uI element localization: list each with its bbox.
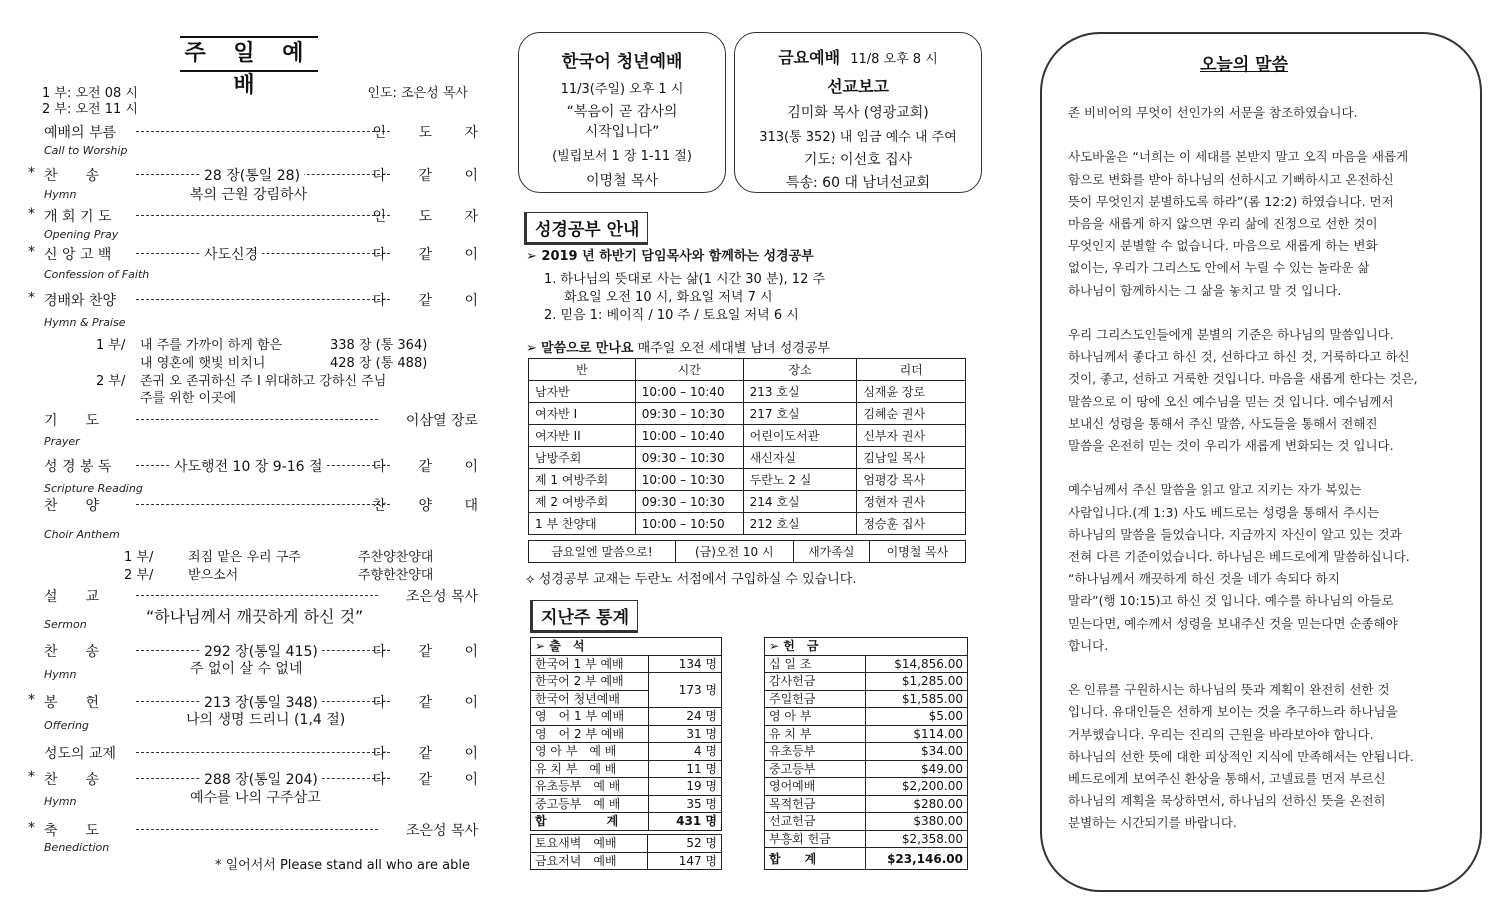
attendance-label: 중고등부 예 배 — [531, 795, 649, 813]
offering-label: 영어예배 — [765, 778, 866, 796]
friday-special-song: 특송: 60 대 남녀선교회 — [785, 175, 931, 191]
word-line: 하나님의 말씀을 들었습니다. 지금까지 자신이 알고 있는 것과 — [1068, 526, 1402, 542]
worship-item-english: Sermon — [44, 618, 87, 631]
word-line: 거부했습니다. 우리는 진리의 근원을 바라보아야 합니다. — [1068, 726, 1374, 742]
attendance-count: 24 명 — [648, 708, 721, 726]
offering-amount: $1,585.00 — [866, 690, 968, 708]
youth-title: 한국어 청년예배 — [561, 52, 683, 72]
attendance-row — [531, 835, 722, 853]
table-row — [529, 491, 966, 513]
offering-amount: $49.00 — [866, 760, 968, 778]
word-line: 존 비비어의 무엇이 선인가의 서문을 참조하였습니다. — [1068, 105, 1358, 120]
word-line: 분별하는 시간되기를 바랍니다. — [1068, 815, 1237, 831]
offering-label: 십 일 조 — [765, 655, 866, 673]
worship-item-leader: 다 같 이 — [372, 293, 492, 309]
worship-item-detail: 사도신경 — [200, 244, 262, 264]
bible-study-heading2: ➢ 말씀으로 만나요 매주일 오전 세대별 남녀 성경공부 — [526, 341, 830, 356]
dash-leader — [136, 131, 390, 132]
worship-item-name: 축 도 — [44, 823, 100, 839]
table-cell: 09:30 – 10:30 — [635, 491, 743, 513]
offering-row — [765, 778, 968, 796]
worship-item-leader: 조은성 목사 — [405, 823, 478, 839]
friday-title: 금요예배 — [778, 48, 841, 67]
table-cell: 213 호실 — [743, 381, 857, 403]
worship-item — [30, 410, 478, 430]
worship-item-english: Confession of Faith — [44, 268, 150, 281]
worship-item-english: Call to Worship — [44, 144, 128, 157]
table-row — [529, 403, 966, 425]
stats-tag: 지난주 통계 — [530, 600, 638, 633]
attendance-label: 한국어 청년예배 — [531, 690, 649, 708]
word-line: 말라”(행 10:15)고 하신 것 입니다. 예수를 하나님의 아들로 — [1068, 593, 1394, 609]
bible-study-item1a: 1. 하나님의 뜻대로 사는 삶(1 시간 30 분), 12 주 — [544, 272, 826, 287]
choir-name1: 주찬양찬양대 — [358, 550, 434, 565]
worship-item-name: 찬 양 — [44, 498, 100, 514]
offering-amount: $14,856.00 — [866, 655, 968, 673]
offering-row — [765, 743, 968, 761]
dash-leader — [136, 215, 390, 216]
table-cell: 217 호실 — [743, 403, 857, 425]
attendance-row — [531, 778, 722, 796]
standing-mark: * — [28, 290, 35, 306]
offering-label: 선교헌금 — [765, 813, 866, 831]
attendance-count: 19 명 — [648, 778, 721, 796]
offering-label: 합 계 — [765, 848, 866, 870]
word-line: 뜻이 무엇인지 분별하도록 하라”(롬 12:2) 하였습니다. 먼저 — [1068, 193, 1394, 209]
offering-row — [765, 813, 968, 831]
word-line: “하나님께서 깨끗하게 하신 것을 네가 속되다 하지 — [1068, 571, 1340, 587]
word-line: 온 인류를 구원하시는 하나님의 뜻과 계획이 완전히 선한 것 — [1068, 682, 1390, 698]
attendance-row — [531, 852, 722, 870]
dash-leader — [136, 829, 378, 830]
table-cell: 어린이도서관 — [743, 425, 857, 447]
study-table — [528, 358, 966, 535]
word-line: 말씀을 온전히 믿는 것이 우리가 새롭게 변화되는 것 입니다. — [1068, 438, 1394, 453]
offering-amount: $280.00 — [866, 795, 968, 813]
table-cell: 새신자실 — [743, 447, 857, 469]
worship-item-english: Opening Pray — [44, 228, 119, 241]
friday-speaker: 김미화 목사 (영광교회) — [787, 105, 929, 121]
choir-part1: 1 부/ — [124, 550, 154, 565]
offering-amount: $2,358.00 — [866, 830, 968, 848]
offering-label: 유 치 부 — [765, 725, 866, 743]
word-line: 것이, 좋고, 선하고 거룩한 것입니다. 마음을 새롭게 한다는 것은, — [1068, 371, 1418, 387]
table-cell: 정현자 권사 — [857, 491, 966, 513]
standing-mark: * — [28, 769, 35, 785]
worship-item-leader: 다 같 이 — [372, 168, 492, 184]
choir-song2: 받으소서 — [188, 568, 239, 583]
worship-item-name: 찬 송 — [44, 644, 100, 660]
table-cell: 09:30 – 10:30 — [635, 447, 743, 469]
table-row — [529, 447, 966, 469]
attendance-count: 134 명 — [648, 655, 721, 673]
word-line: 하나님의 계획을 묵상하면서, 하나님의 선하신 뜻을 온전히 — [1068, 793, 1386, 809]
worship-item-english: Offering — [44, 719, 89, 732]
worship-item-leader: 찬 양 대 — [372, 498, 492, 514]
word-line: 입니다. 유대인들은 선하게 보이는 것을 추구하느라 하나님을 — [1068, 704, 1398, 720]
worship-item-english: Hymn — [44, 668, 77, 681]
table-cell: 신부자 권사 — [857, 425, 966, 447]
stand-note: * 일어서서 Please stand all who are able — [214, 858, 470, 873]
word-line: 없이는, 우리가 그리스도 안에서 누릴 수 있는 놀라운 삶 — [1068, 260, 1370, 276]
worship-item-title: 복의 근원 강림하사 — [190, 187, 308, 203]
offering-amount: $5.00 — [866, 708, 968, 726]
choir-part2: 2 부/ — [124, 568, 154, 583]
worship-item-leader: 다 같 이 — [372, 746, 492, 762]
worship-item — [28, 290, 492, 310]
attendance-count: 431 명 — [648, 813, 721, 831]
table-cell: 여자반 II — [529, 425, 636, 447]
youth-sermon-line2: 시작입니다” — [584, 124, 660, 140]
worship-item-name: 성도의 교제 — [44, 746, 117, 762]
worship-item-title: 예수를 나의 구주삼고 — [190, 790, 321, 806]
attendance-label: 한국어 1 부 예배 — [531, 655, 649, 673]
attendance-heading: ➢ 출 석 — [531, 638, 722, 656]
offering-row — [765, 795, 968, 813]
worship-item-name: 경배와 찬양 — [44, 293, 117, 309]
service-time-2: 2 부: 오전 11 시 — [42, 102, 138, 117]
standing-mark: * — [28, 165, 35, 181]
friday-hymn: 313(통 352) 내 임금 예수 내 주여 — [759, 130, 957, 145]
worship-item-title: 주 없이 살 수 없네 — [190, 661, 303, 677]
bullet-icon: ➢ — [526, 341, 542, 356]
worship-item-name: 성 경 봉 독 — [44, 459, 112, 475]
worship-item-english: Choir Anthem — [44, 528, 120, 541]
friday-study-cell: 새가족실 — [793, 541, 869, 563]
table-cell: 09:30 – 10:30 — [635, 403, 743, 425]
worship-item-title: “하나님께서 깨끗하게 하신 것” — [146, 607, 364, 626]
offering-row — [765, 725, 968, 743]
friday-time: 11/8 오후 8 시 — [850, 52, 938, 67]
word-line: 함으로 변화를 받아 하나님의 선하시고 기뻐하시고 온전하신 — [1068, 171, 1394, 187]
table-cell: 남자반 — [529, 381, 636, 403]
worship-item-name: 예배의 부름 — [44, 125, 117, 141]
word-line: 우리 그리스도인들에게 분별의 기준은 하나님의 말씀입니다. — [1068, 327, 1394, 342]
friday-subtitle: 선교보고 — [827, 77, 889, 96]
word-line: 예수님께서 주신 말씀을 읽고 알고 지키는 자가 복있는 — [1068, 482, 1362, 498]
attendance-count: 11 명 — [648, 760, 721, 778]
worship-item — [28, 206, 492, 226]
todays-word-title: 오늘의 말씀 — [1200, 55, 1289, 75]
attendance-label: 토요새벽 예배 — [531, 835, 648, 853]
attendance-count: 4 명 — [648, 743, 721, 761]
attendance-row — [531, 708, 722, 726]
table-cell: 남방주회 — [529, 447, 636, 469]
youth-date: 11/3(주일) 오후 1 시 — [560, 82, 684, 97]
offering-amount: $1,285.00 — [866, 673, 968, 691]
word-line: 전혀 다른 기준이었습니다. 하나님은 베드로에게 말씀하십니다. — [1068, 549, 1410, 564]
table-cell: 10:00 – 10:50 — [635, 513, 743, 535]
service-leader: 인도: 조은성 목사 — [367, 86, 468, 101]
worship-item-leader: 다 같 이 — [372, 459, 492, 475]
offering-amount: $380.00 — [866, 813, 968, 831]
praise-song4: 주를 위한 이곳에 — [140, 391, 237, 406]
youth-verse: (빌립보서 1 장 1-11 절) — [552, 149, 692, 164]
attendance-count: 35 명 — [648, 795, 721, 813]
attendance-count: 173 명 — [648, 673, 721, 708]
offering-row — [765, 760, 968, 778]
table-row — [529, 513, 966, 535]
worship-item-english: Hymn — [44, 795, 77, 808]
dash-leader — [136, 299, 390, 300]
word-line: 하나님께서 좋다고 하신 것, 선하다고 하신 것, 거룩하다고 하신 — [1068, 349, 1410, 365]
offering-row — [765, 673, 968, 691]
attendance-table — [530, 637, 722, 831]
standing-mark: * — [28, 692, 35, 708]
worship-item-name: 찬 송 — [44, 168, 100, 184]
standing-mark: * — [28, 820, 35, 836]
table-cell: 두란노 2 실 — [743, 469, 857, 491]
worship-item-leader: 다 같 이 — [372, 695, 492, 711]
attendance-row — [531, 795, 722, 813]
attendance-row — [531, 725, 722, 743]
worship-item — [30, 743, 492, 763]
table-cell: 214 호실 — [743, 491, 857, 513]
table-cell: 제 2 여방주회 — [529, 491, 636, 513]
offering-amount: $2,200.00 — [866, 778, 968, 796]
dash-leader — [136, 752, 390, 753]
friday-study-table — [528, 540, 966, 563]
worship-item-leader: 이삼열 장로 — [405, 413, 478, 429]
table-row — [529, 381, 966, 403]
table-cell: 심재윤 장로 — [857, 381, 966, 403]
table-cell: 10:00 – 10:40 — [635, 425, 743, 447]
attendance-count: 52 명 — [648, 835, 722, 853]
bible-study-heading1: ➢ 2019 년 하반기 담임목사와 함께하는 성경공부 — [526, 249, 814, 264]
word-line: 사도바울은 “너희는 이 세대를 본받지 말고 오직 마음을 새롭게 — [1068, 149, 1409, 165]
word-line: 마음을 새롭게 하지 않으면 우리 삶에 진정으로 선한 것이 — [1068, 216, 1378, 231]
worship-item — [30, 495, 492, 515]
worship-item-detail: 213 장(통일 348) — [200, 692, 322, 712]
table-cell: 여자반 I — [529, 403, 636, 425]
attendance-table-2 — [530, 834, 722, 870]
attendance-label: 영 아 부 예 배 — [531, 743, 649, 761]
word-line: 하나님이 함께하시는 그 삶을 놓치고 말 것 입니다. — [1068, 282, 1342, 298]
attendance-label: 유초등부 예 배 — [531, 778, 649, 796]
word-line: 보내신 성령을 통해서 주신 말씀, 사도들을 통해서 전해진 — [1068, 415, 1378, 431]
worship-item-english: Hymn — [44, 188, 77, 201]
worship-item — [30, 122, 492, 142]
study-col-header: 장소 — [743, 359, 857, 381]
order-of-worship — [28, 30, 492, 890]
offering-label: 영 아 부 — [765, 708, 866, 726]
worship-title: 주 일 예 배 — [180, 36, 318, 72]
table-row — [529, 425, 966, 447]
table-cell: 제 1 여방주회 — [529, 469, 636, 491]
attendance-label: 한국어 2 부 예배 — [531, 673, 649, 691]
table-cell: 김남일 목사 — [857, 447, 966, 469]
youth-pastor: 이명철 목사 — [585, 173, 659, 189]
attendance-label: 영 어 2 부 예배 — [531, 725, 649, 743]
worship-item — [30, 586, 478, 606]
attendance-label: 유 치 부 예 배 — [531, 760, 649, 778]
bible-study-tag: 성경공부 안내 — [524, 212, 648, 245]
friday-study-cell: 금요일엔 말씀으로! — [529, 541, 676, 563]
worship-item-name: 찬 송 — [44, 772, 100, 788]
worship-item — [30, 456, 492, 476]
attendance-row — [531, 655, 722, 673]
worship-item — [30, 820, 478, 840]
worship-item-detail: 사도행전 10 장 9-16 절 — [170, 456, 327, 476]
choir-song1: 죄짐 맡은 우리 구주 — [188, 550, 301, 565]
offering-label: 중고등부 — [765, 760, 866, 778]
worship-item — [28, 165, 492, 185]
friday-prayer: 기도: 이선호 집사 — [803, 152, 913, 168]
word-line: 하나님의 선한 뜻에 대한 피상적인 지식에 만족해서는 안됩니다. — [1068, 748, 1414, 764]
word-line: 무엇인지 분별할 수 없습니다. 마음으로 새롭게 하는 변화 — [1068, 238, 1378, 254]
worship-item-english: Benediction — [44, 841, 110, 854]
offering-label: 유초등부 — [765, 743, 866, 761]
praise-song1: 내 주를 가까이 하게 함은 — [140, 338, 283, 353]
attendance-row — [531, 673, 722, 691]
worship-item — [28, 769, 492, 789]
praise-num2: 428 장 (통 488) — [330, 356, 428, 371]
praise-part1: 1 부/ — [96, 338, 126, 353]
word-line: 사람입니다.(계 1:3) 사도 베드로는 성령을 통해서 주시는 — [1068, 504, 1380, 520]
offering-label: 목적헌금 — [765, 795, 866, 813]
attendance-label: 금요저녁 예배 — [531, 852, 648, 870]
worship-item-name: 설 교 — [44, 589, 100, 605]
offering-table — [764, 637, 968, 870]
worship-item-leader: 다 같 이 — [372, 247, 492, 263]
table-cell: 정승훈 집사 — [857, 513, 966, 535]
table-row — [529, 469, 966, 491]
praise-song3: 존귀 오 존귀하신 주 I 위대하고 강하신 주님 — [140, 374, 387, 389]
bible-study-item1b: 화요일 오전 10 시, 화요일 저녁 7 시 — [564, 290, 773, 305]
offering-label: 주일헌금 — [765, 690, 866, 708]
dash-leader — [136, 253, 390, 254]
offering-amount: $23,146.00 — [866, 848, 968, 870]
youth-sermon-line1: “복음이 곧 감사의 — [566, 104, 678, 120]
attendance-label: 영 어 1 부 예배 — [531, 708, 649, 726]
offering-amount: $114.00 — [866, 725, 968, 743]
youth-service-box — [518, 32, 726, 193]
worship-item-detail: 288 장(통일 204) — [200, 769, 322, 789]
worship-item — [28, 244, 492, 264]
worship-item-name: 기 도 — [44, 413, 100, 429]
offering-row — [765, 690, 968, 708]
table-cell: 엄평강 목사 — [857, 469, 966, 491]
worship-item-name: 신 앙 고 백 — [44, 247, 112, 263]
offering-row — [765, 708, 968, 726]
worship-item-title: 나의 생명 드리니 (1,4 절) — [186, 712, 346, 728]
praise-part2: 2 부/ — [96, 374, 126, 389]
table-cell: 1 부 찬양대 — [529, 513, 636, 535]
bible-study-item2: 2. 믿음 1: 베이직 / 10 주 / 토요일 저녁 6 시 — [544, 308, 799, 323]
worship-item-leader: 다 같 이 — [372, 644, 492, 660]
praise-num1: 338 장 (통 364) — [330, 338, 428, 353]
attendance-label: 합 계 — [531, 813, 649, 831]
offering-heading: ➢ 헌 금 — [765, 638, 968, 656]
dash-leader — [136, 595, 378, 596]
offering-label: 부흥회 헌금 — [765, 830, 866, 848]
study-col-header: 시간 — [635, 359, 743, 381]
attendance-row — [531, 760, 722, 778]
bullet-icon: ➢ — [526, 249, 542, 264]
choir-name2: 주향한찬양대 — [358, 568, 434, 583]
worship-item-english: Prayer — [44, 435, 80, 448]
worship-item-english: Scripture Reading — [44, 482, 143, 495]
offering-row — [765, 655, 968, 673]
word-line: 말씀으로 이 땅에 오신 예수님을 믿는 것 입니다. 예수님께서 — [1068, 393, 1394, 409]
study-col-header: 리더 — [857, 359, 966, 381]
service-time-1: 1 부: 오전 08 시 — [42, 86, 138, 101]
table-cell: 10:00 – 10:30 — [635, 469, 743, 491]
standing-mark: * — [28, 206, 35, 222]
word-line: 합니다. — [1068, 637, 1109, 653]
textbook-note: ⟡ 성경공부 교재는 두란노 서점에서 구입하실 수 있습니다. — [526, 572, 857, 587]
offering-label: 감사헌금 — [765, 673, 866, 691]
word-line: 믿는다면, 예수께서 성령을 보내주신 것을 믿는다면 순종해야 — [1068, 615, 1398, 631]
word-line: 베드로에게 보여주신 환상을 통해서, 고넬료를 먼저 부르신 — [1068, 771, 1386, 786]
offering-row — [765, 830, 968, 848]
table-cell: 김혜순 권사 — [857, 403, 966, 425]
attendance-row — [531, 743, 722, 761]
attendance-row — [531, 813, 722, 831]
worship-item-leader: 조은성 목사 — [405, 589, 478, 605]
worship-item-leader: 다 같 이 — [372, 772, 492, 788]
friday-study-cell: 이명철 목사 — [869, 541, 965, 563]
friday-service-box — [734, 32, 982, 193]
offering-row — [765, 848, 968, 870]
worship-item-name: 개 회 기 도 — [44, 209, 112, 225]
friday-study-cell: (금)오전 10 시 — [675, 541, 793, 563]
worship-item-detail: 292 장(통일 415) — [200, 641, 322, 661]
worship-item-leader: 인 도 자 — [372, 209, 492, 225]
worship-item-name: 봉 헌 — [44, 695, 100, 711]
table-cell: 10:00 – 10:40 — [635, 381, 743, 403]
table-cell: 212 호실 — [743, 513, 857, 535]
study-col-header: 반 — [529, 359, 636, 381]
worship-item-english: Hymn & Praise — [44, 316, 126, 329]
dash-leader — [136, 504, 390, 505]
standing-mark: * — [28, 244, 35, 260]
attendance-count: 147 명 — [648, 852, 722, 870]
offering-amount: $34.00 — [866, 743, 968, 761]
worship-item-leader: 인 도 자 — [372, 125, 492, 141]
dash-leader — [136, 419, 378, 420]
worship-item-detail: 28 장(통일 28) — [200, 165, 304, 185]
praise-song2: 내 영혼에 햇빛 비치니 — [140, 356, 266, 371]
attendance-count: 31 명 — [648, 725, 721, 743]
